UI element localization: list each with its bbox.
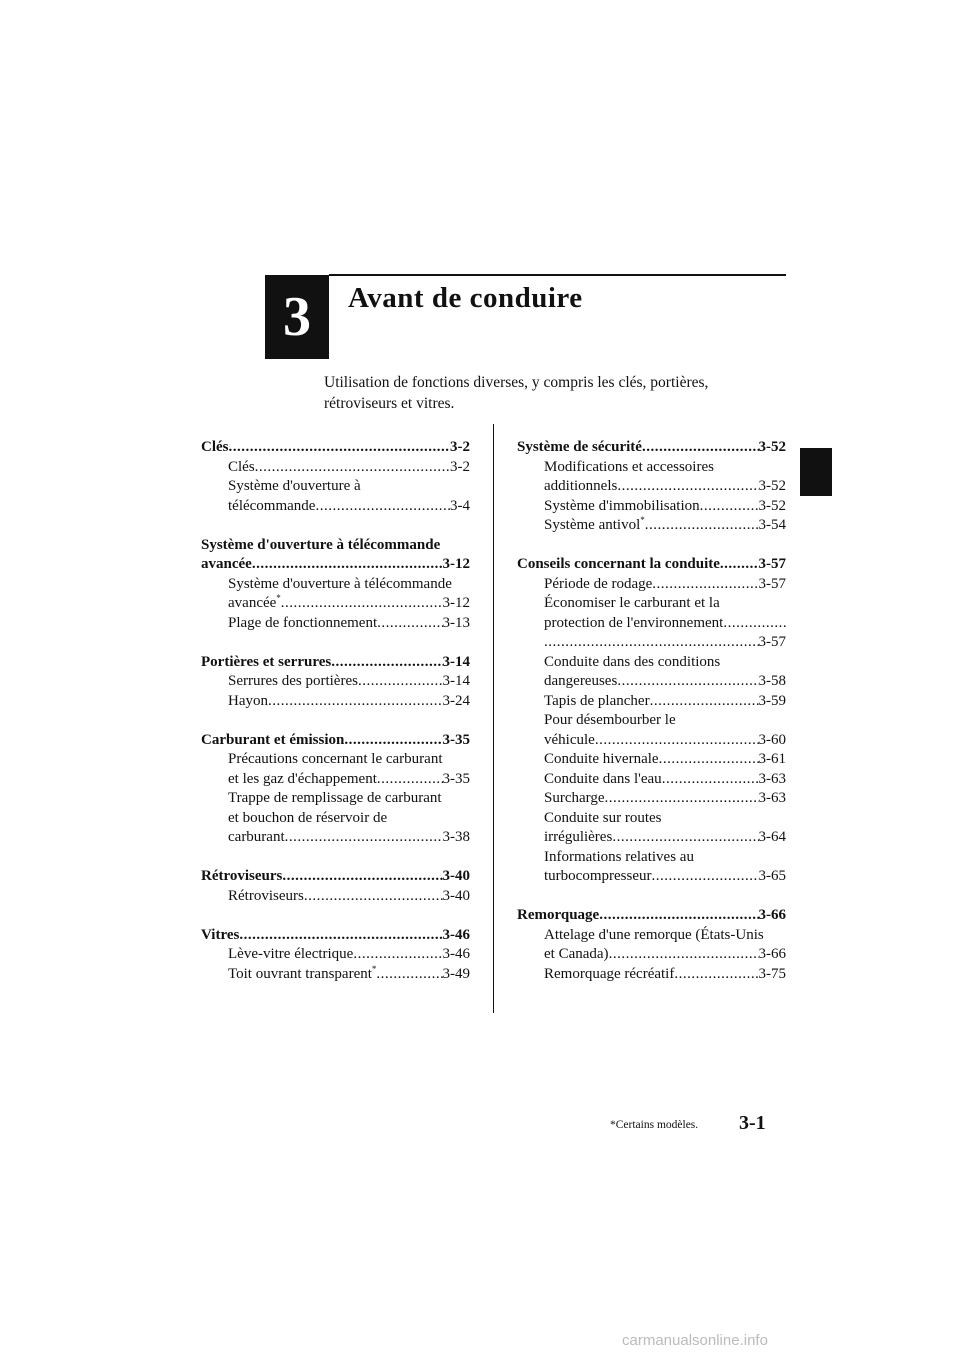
toc-heading[interactable]: Carburant et émission ..... 3-35 (201, 731, 470, 751)
toc-entry[interactable]: Trappe de remplissage de carburant et bouchon de réservoir de carburant ..... 3-38 (228, 789, 470, 848)
toc-entry[interactable]: Informations relatives au turbocompresseur ..... 3-65 (544, 848, 786, 887)
chapter-number: 3 (283, 286, 311, 348)
toc-heading[interactable]: Conseils concernant la conduite ..... 3-57 (517, 555, 786, 575)
toc-left-column (201, 438, 470, 1004)
toc-heading[interactable]: Vitres ..... 3-46 (201, 926, 470, 946)
toc-heading[interactable]: Remorquage ..... 3-66 (517, 906, 786, 926)
toc-section-mirrors (201, 867, 470, 906)
toc-entry[interactable]: Système d'immobilisation ..... 3-52 (544, 497, 786, 517)
toc-section-towing (517, 906, 786, 984)
toc-entry[interactable]: Clés ..... 3-2 (228, 458, 470, 478)
chapter-number-box (265, 275, 329, 359)
chapter-intro (324, 372, 794, 414)
toc-right-column (517, 438, 786, 1004)
toc-entry[interactable]: Surcharge ..... 3-63 (544, 789, 786, 809)
footnote: *Certains modèles. (610, 1119, 699, 1131)
intro-line-2: rétroviseurs et vitres. (324, 395, 455, 412)
model-specific-mark: * (640, 515, 645, 525)
model-specific-mark: * (371, 963, 377, 974)
toc-heading[interactable]: Système de sécurité ..... 3-52 (517, 438, 786, 458)
toc-section-cles (201, 438, 470, 516)
chapter-rule (329, 274, 786, 276)
toc-section-security (517, 438, 786, 536)
toc-entry[interactable]: Plage de fonctionnement ..... 3-13 (228, 614, 470, 634)
toc-entry[interactable]: Système d'ouverture à télécommande avancée* ..... 3-12 (228, 575, 470, 614)
intro-line-1: Utilisation de fonctions diverses, y compris les clés, portières, (324, 374, 709, 391)
toc-entry[interactable]: Système d'ouverture à télécommande ..... 3-4 (228, 477, 470, 516)
toc-heading[interactable]: Portières et serrures ..... 3-14 (201, 653, 470, 673)
page-number: 3-1 (739, 1112, 766, 1134)
toc-heading[interactable]: Clés ..... 3-2 (201, 438, 470, 458)
toc-section-windows (201, 926, 470, 985)
toc-entry[interactable]: Rétroviseurs ..... 3-40 (228, 887, 470, 907)
watermark: carmanualsonline.info (622, 1332, 768, 1349)
toc-entry[interactable]: Attelage d'une remorque (États-Unis et Canada) ..... 3-66 (544, 926, 786, 965)
toc-section-keyless (201, 536, 470, 634)
toc-entry[interactable]: Précautions concernant le carburant et les gaz d'échappement ..... 3-35 (228, 750, 470, 789)
toc-section-driving-tips (517, 555, 786, 887)
toc-entry[interactable]: Modifications et accessoires additionnels ..... 3-52 (544, 458, 786, 497)
column-divider (493, 424, 494, 1013)
toc-entry[interactable]: Tapis de plancher ..... 3-59 (544, 692, 786, 712)
model-specific-mark: * (276, 593, 281, 603)
toc-section-doors (201, 653, 470, 712)
chapter-thumb-tab (800, 448, 832, 496)
chapter-title: Avant de conduire (348, 282, 583, 314)
toc-entry[interactable]: Période de rodage ..... 3-57 (544, 575, 786, 595)
toc-entry[interactable]: Lève-vitre électrique ..... 3-46 (228, 945, 470, 965)
toc-entry[interactable]: Conduite sur routes irrégulières ..... 3-64 (544, 809, 786, 848)
toc-heading[interactable]: Rétroviseurs ..... 3-40 (201, 867, 470, 887)
toc-entry[interactable]: Hayon ..... 3-24 (228, 692, 470, 712)
toc-entry[interactable]: Conduite hivernale ..... 3-61 (544, 750, 786, 770)
toc-entry[interactable]: Économiser le carburant et la protection de l'environnement ..... ..... 3-57 (544, 594, 786, 653)
toc-entry[interactable]: Conduite dans des conditions dangereuses ..... 3-58 (544, 653, 786, 692)
toc-entry[interactable]: Serrures des portières ..... 3-14 (228, 672, 470, 692)
toc-entry[interactable]: Conduite dans l'eau ..... 3-63 (544, 770, 786, 790)
toc-heading[interactable]: Système d'ouverture à télécommande avancée ..... 3-12 (201, 536, 470, 575)
toc-entry[interactable]: Système antivol* ..... 3-54 (544, 516, 786, 536)
toc-entry[interactable]: Remorquage récréatif ..... 3-75 (544, 965, 786, 985)
toc-section-fuel (201, 731, 470, 848)
toc-entry[interactable]: Pour désembourber le véhicule ..... 3-60 (544, 711, 786, 750)
toc-entry[interactable]: Toit ouvrant transparent* ..... 3-49 (228, 965, 470, 985)
